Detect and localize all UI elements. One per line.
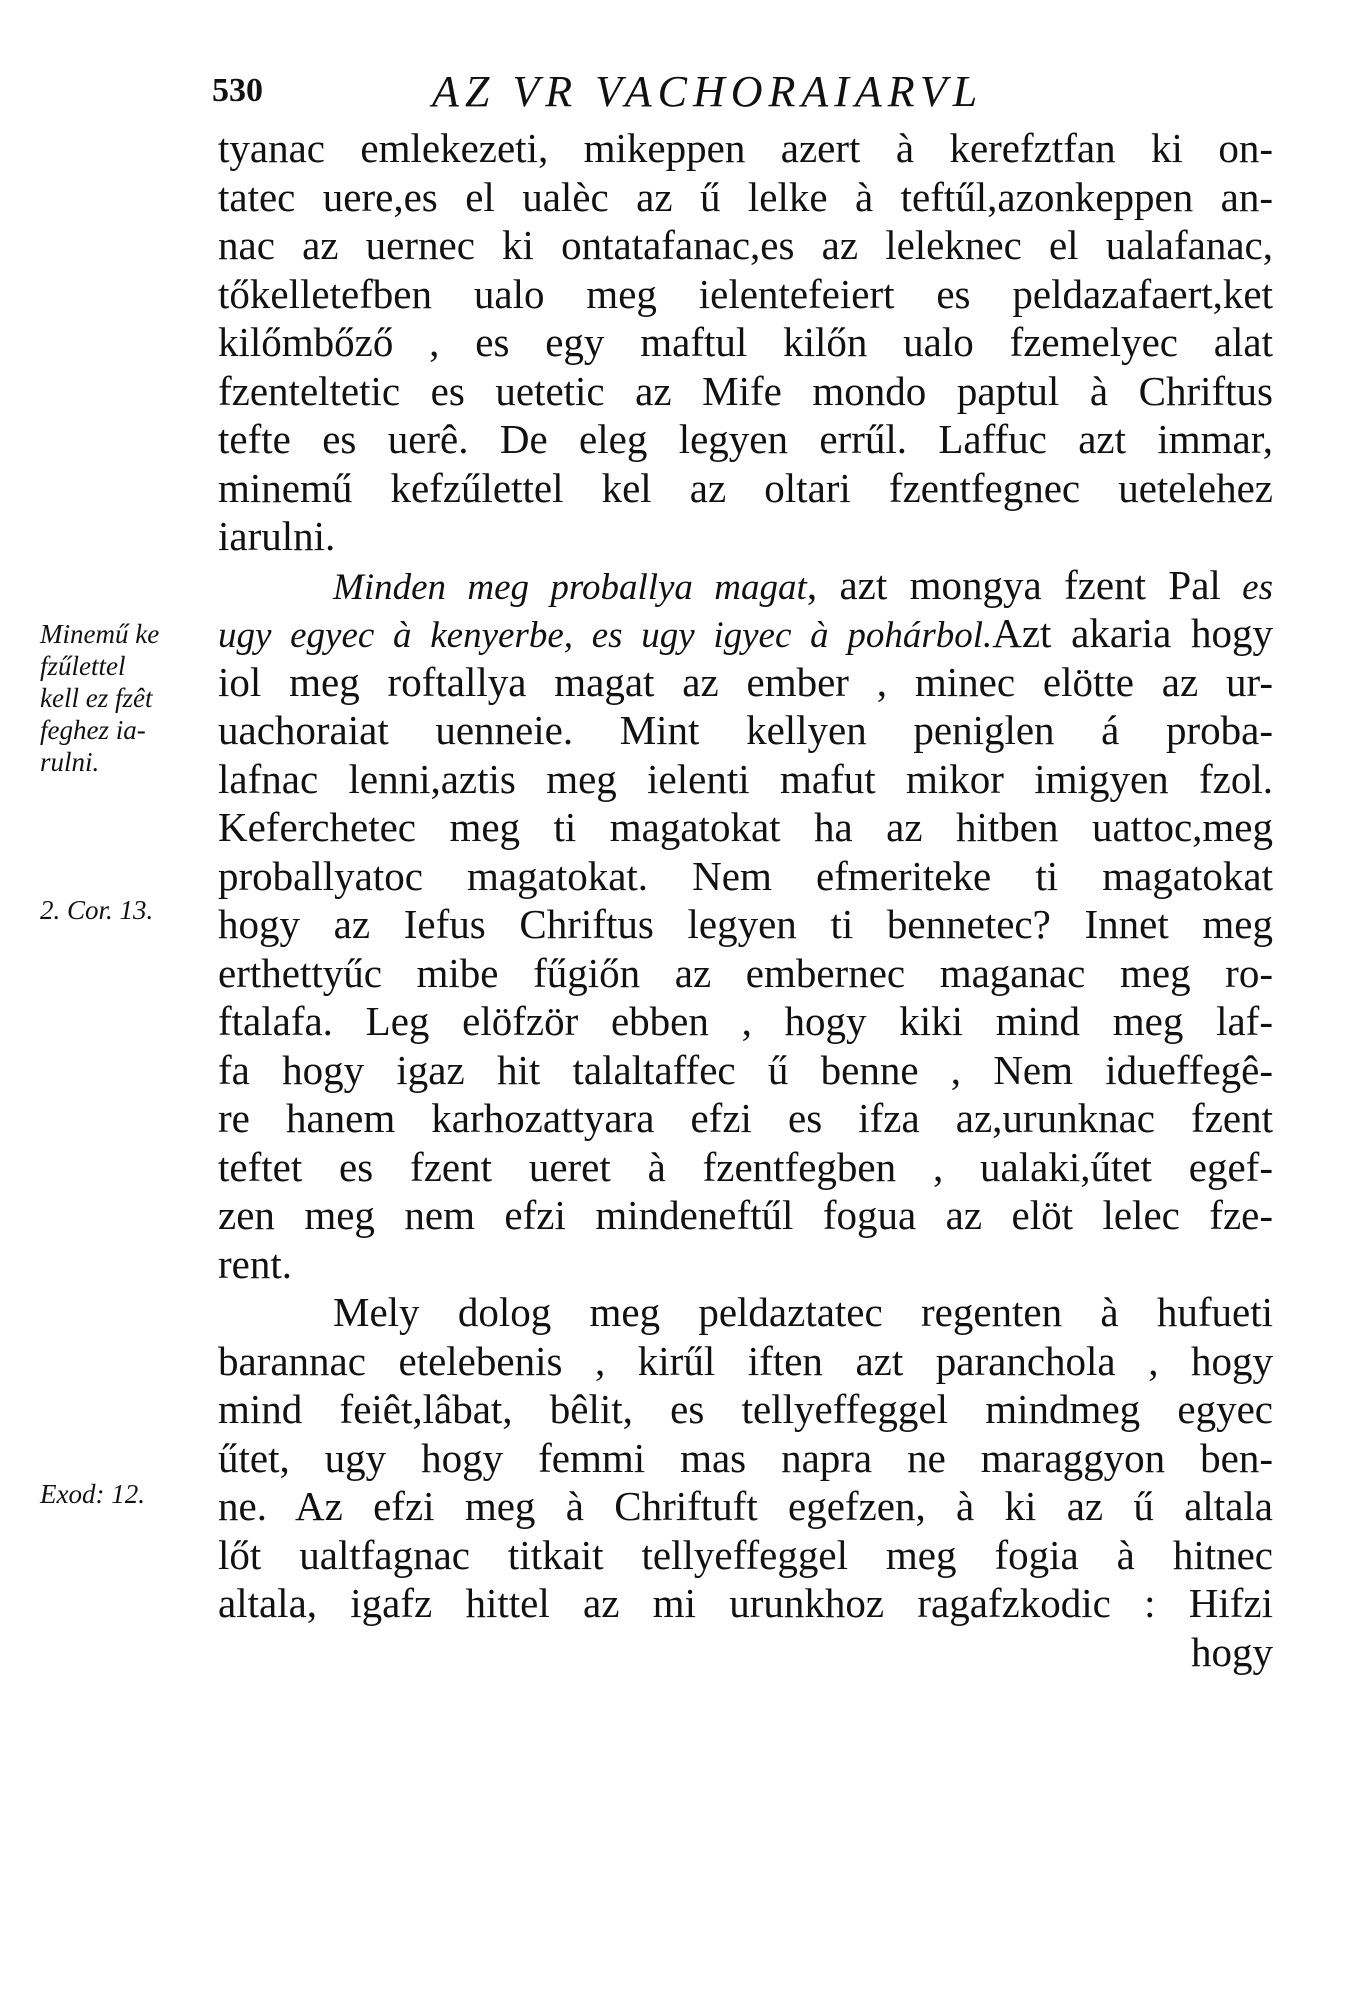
quote-italic: Minden meg proballya magat (333, 566, 807, 608)
text-line: fzenteltetic es uetetic az Mife mondo paptul à Chriftus (218, 367, 1273, 414)
text-line: tefte es uerê. De eleg legyen errűl. Laffuc azt immar, (218, 416, 1273, 462)
text-line: re hanem karhozattyara efzi es ifza az,urunknac fzent (218, 1095, 1273, 1141)
margin-note-exodus (40, 1478, 145, 1510)
text-line: mind feiêt,lâbat, bêlit, es tellyeffeggel mindmeg egyec (218, 1386, 1273, 1432)
text-line: rent. (218, 1240, 292, 1287)
running-head: AZ VR VACHORAIARVL (432, 67, 984, 116)
text-line-quote (218, 561, 1273, 610)
text-line: ftalafa. Leg elöfzör ebben , hogy kiki mind meg laf- (218, 998, 1273, 1044)
text-line: lafnac lenni,aztis meg ielenti mafut mikor imigyen fzol. (218, 755, 1273, 802)
text-line: zen meg nem efzi mindeneftűl fogua az elöt lelec fze- (218, 1192, 1273, 1238)
page-header (212, 60, 1272, 120)
paragraph-3 (218, 1288, 1273, 1676)
text-line: tatec uere,es el ualèc az ű lelke à teftűl,azonkeppen an- (218, 173, 1273, 220)
text-line: uachoraiat uenneie. Mint kellyen peniglen á proba- (218, 707, 1273, 753)
quote-italic: ugy egyec à kenyerbe, es ugy igyec à pohárbol. (218, 615, 993, 656)
text-line: tőkelletefben ualo meg ielentefeiert es peldazafaert,ket (218, 270, 1273, 317)
margin-note-line: Exod: 12. (40, 1479, 145, 1509)
text-line: altala, igafz hittel az mi urunkhoz ragafzkodic : Hifzi (218, 1580, 1273, 1626)
text-line: proballyatoc magatokat. Nem efmeriteke ti magatokat (218, 852, 1273, 899)
text-line: iarulni. (218, 513, 336, 559)
quote-attribution: , azt mongya fzent Pal (806, 561, 1221, 608)
quote-italic: es (1220, 566, 1273, 608)
catchword: hogy (1191, 1628, 1273, 1675)
text-line: barannac etelebenis , kirűl iften azt paranchola , hogy (218, 1337, 1273, 1384)
margin-note-line: rulni. (40, 747, 100, 777)
text-line: ne. Az efzi meg à Chriftuft egefzen, à ki az ű altala (218, 1483, 1273, 1529)
margin-note-line: feghez ia- (40, 715, 146, 745)
quote-roman: Azt akaria hogy (992, 610, 1273, 656)
text-line: lőt ualtfagnac titkait tellyeffeggel meg fogia à hitnec (218, 1531, 1273, 1578)
text-line: hogy az Iefus Chriftus legyen ti bennetec? Innet meg (218, 901, 1273, 947)
text-line: kilőmbőző , es egy maftul kilőn ualo fzemelyec alat (218, 319, 1273, 365)
paragraph-1 (218, 124, 1273, 561)
text-line: iol meg roftallya magat az ember , minec elötte az ur- (218, 658, 1273, 705)
text-line: nac az uernec ki ontatafanac,es az leleknec el ualafanac, (218, 222, 1273, 268)
text-line: Mely dolog meg peldaztatec regenten à hufueti (333, 1289, 1273, 1335)
margin-note-corinthians (40, 894, 153, 926)
text-line: fa hogy igaz hit talaltaffec ű benne , Nem idueffegê- (218, 1046, 1273, 1093)
text-line-quote (218, 609, 1273, 658)
text-line: erthettyűc mibe fűgiőn az embernec maganac meg ro- (218, 949, 1273, 996)
text-line: űtet, ugy hogy femmi mas napra ne maraggyon ben- (218, 1434, 1273, 1481)
margin-note-line: 2. Cor. 13. (40, 895, 154, 925)
paragraph-2 (218, 561, 1273, 1289)
margin-note-preparation (40, 618, 159, 778)
text-line: teftet es fzent ueret à fzentfegben , ualaki,űtet egef- (218, 1143, 1273, 1190)
text-line: Keferchetec meg ti magatokat ha az hitben uattoc,meg (218, 804, 1273, 850)
margin-note-line: kell ez fzêt (40, 683, 153, 713)
page-number: 530 (212, 72, 263, 109)
margin-note-line: fzűlettel (40, 651, 126, 681)
margin-note-line: Minemű ke (40, 619, 160, 649)
main-text (218, 124, 1273, 1676)
text-line: tyanac emlekezeti, mikeppen azert à kerefztfan ki on- (218, 125, 1273, 171)
text-line: minemű kefzűlettel kel az oltari fzentfegnec uetelehez (218, 464, 1273, 511)
